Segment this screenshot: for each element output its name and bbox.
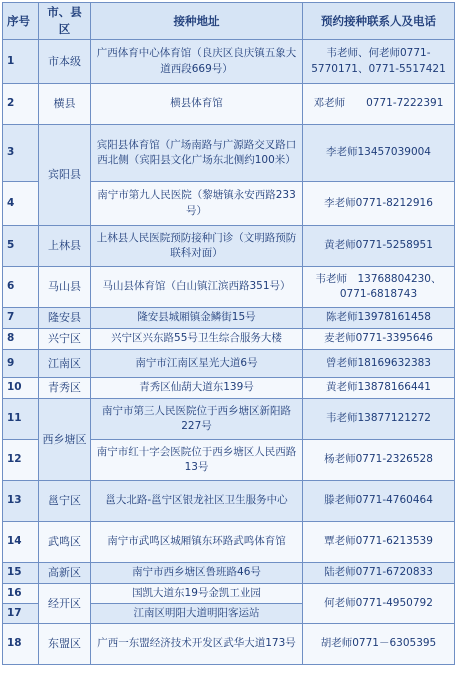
- row-address: 南宁市江南区星光大道6号: [91, 350, 303, 378]
- row-city: 江南区: [39, 350, 91, 378]
- row-address: 南宁市第三人民医院位于西乡塘区新阳路227号: [91, 399, 303, 440]
- row-num: 17: [3, 604, 39, 624]
- table-row: [3, 267, 455, 308]
- row-num: 11: [3, 399, 39, 440]
- row-city: 宾阳县: [39, 125, 91, 226]
- row-address: 横县体育馆: [91, 84, 303, 125]
- header-address: 接种地址: [91, 3, 303, 40]
- row-address: 南宁市红十字会医院位于西乡塘区人民西路13号: [91, 440, 303, 481]
- row-num: 16: [3, 584, 39, 604]
- row-city: 高新区: [39, 563, 91, 584]
- table-row: [3, 84, 455, 125]
- table-row: [3, 624, 455, 665]
- row-city: 横县: [39, 84, 91, 125]
- row-num: 2: [3, 84, 39, 125]
- row-address: 隆安县城厢镇金鳞街15号: [91, 308, 303, 329]
- table-row: [3, 481, 455, 522]
- table-row: [3, 226, 455, 267]
- row-num: 3: [3, 125, 39, 182]
- row-num: 5: [3, 226, 39, 267]
- header-city: 市、县区: [39, 3, 91, 40]
- row-city: 青秀区: [39, 378, 91, 399]
- row-contact: 胡老师0771－6305395: [303, 624, 455, 665]
- row-city: 兴宁区: [39, 329, 91, 350]
- row-contact: 韦老师 13768804230、0771-6818743: [303, 267, 455, 308]
- row-address: 南宁市第九人民医院（黎塘镇永安西路233号）: [91, 182, 303, 226]
- row-num: 10: [3, 378, 39, 399]
- row-num: 1: [3, 40, 39, 84]
- row-city: 隆安县: [39, 308, 91, 329]
- row-contact: 韦老师、何老师0771-5770171、0771-5517421: [303, 40, 455, 84]
- row-num: 12: [3, 440, 39, 481]
- table-row: [3, 350, 455, 378]
- row-city: 武鸣区: [39, 522, 91, 563]
- row-contact: 邓老师 0771-7222391: [303, 84, 455, 125]
- row-address: 兴宁区兴东路55号卫生综合服务大楼: [91, 329, 303, 350]
- row-num: 6: [3, 267, 39, 308]
- row-contact: 曾老师18169632383: [303, 350, 455, 378]
- row-address: 青秀区仙葫大道东139号: [91, 378, 303, 399]
- row-address: 南宁市武鸣区城厢镇东环路武鸣体育馆: [91, 522, 303, 563]
- row-num: 9: [3, 350, 39, 378]
- row-contact: 麦老师0771-3395646: [303, 329, 455, 350]
- row-address: 南宁市西乡塘区鲁班路46号: [91, 563, 303, 584]
- table-row: [3, 329, 455, 350]
- row-contact: 陆老师0771-6720833: [303, 563, 455, 584]
- row-num: 18: [3, 624, 39, 665]
- row-contact: 滕老师0771-4760464: [303, 481, 455, 522]
- row-city: 西乡塘区: [39, 399, 91, 481]
- row-city: 马山县: [39, 267, 91, 308]
- row-address: 广西体育中心体育馆（良庆区良庆镇五象大道西段669号）: [91, 40, 303, 84]
- table-row: [3, 563, 455, 584]
- row-num: 13: [3, 481, 39, 522]
- vaccination-sites-table: [2, 2, 455, 665]
- row-address: 广西一东盟经济技术开发区武华大道173号: [91, 624, 303, 665]
- row-contact: 韦老师13877121272: [303, 399, 455, 440]
- table-row: [3, 522, 455, 563]
- row-contact: 黄老师13878166441: [303, 378, 455, 399]
- row-contact: 覃老师0771-6213539: [303, 522, 455, 563]
- header-num: 序号: [3, 3, 39, 40]
- table-row: [3, 308, 455, 329]
- row-city: 邕宁区: [39, 481, 91, 522]
- row-city: 上林县: [39, 226, 91, 267]
- row-contact: 陈老师13978161458: [303, 308, 455, 329]
- row-num: 7: [3, 308, 39, 329]
- row-city: 经开区: [39, 584, 91, 624]
- row-contact: 李老师0771-8212916: [303, 182, 455, 226]
- table-row: [3, 378, 455, 399]
- row-num: 4: [3, 182, 39, 226]
- table-row: [3, 40, 455, 84]
- row-contact: 杨老师0771-2326528: [303, 440, 455, 481]
- row-num: 8: [3, 329, 39, 350]
- row-city: 市本级: [39, 40, 91, 84]
- row-contact: 何老师0771-4950792: [303, 584, 455, 624]
- table-row: [3, 399, 455, 440]
- row-contact: 李老师13457039004: [303, 125, 455, 182]
- table-row: [3, 125, 455, 182]
- row-contact: 黄老师0771-5258951: [303, 226, 455, 267]
- vaccination-sites-table-wrapper: [2, 2, 454, 675]
- row-address: 上林县人民医院预防接种门诊（文明路预防联科对面）: [91, 226, 303, 267]
- header-row: [3, 3, 455, 40]
- header-contact: 预约接种联系人及电话: [303, 3, 455, 40]
- row-address: 宾阳县体育馆（广场南路与广源路交叉路口西北侧（宾阳县文化广场东北侧约100米）: [91, 125, 303, 182]
- row-address: 国凯大道东19号金凯工业园: [91, 584, 303, 604]
- table-row: [3, 584, 455, 604]
- row-address: 江南区明阳大道明阳客运站: [91, 604, 303, 624]
- row-address: 邕大北路-邕宁区银龙社区卫生服务中心: [91, 481, 303, 522]
- row-num: 15: [3, 563, 39, 584]
- row-city: 东盟区: [39, 624, 91, 665]
- row-num: 14: [3, 522, 39, 563]
- row-address: 马山县体育馆（白山镇江滨西路351号）: [91, 267, 303, 308]
